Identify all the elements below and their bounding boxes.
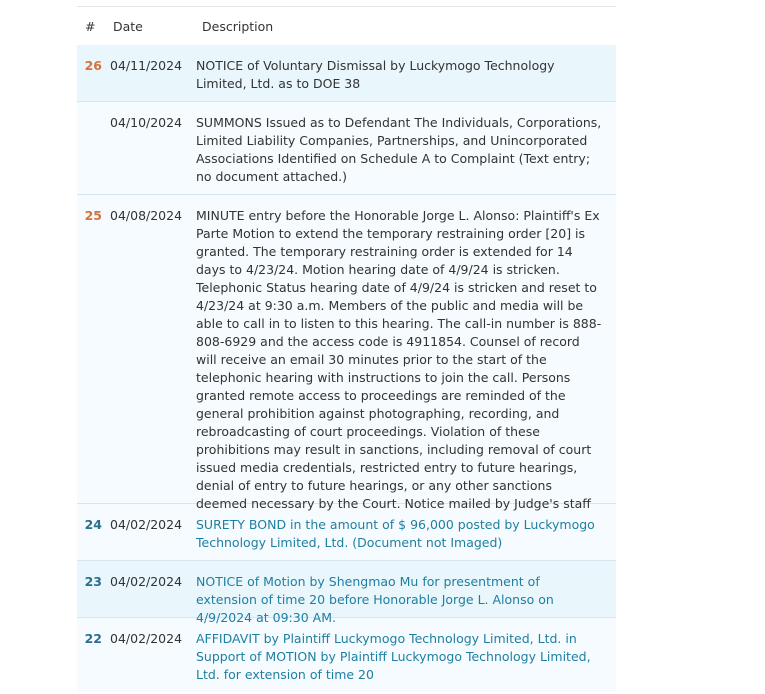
header-description: Description [202, 18, 274, 34]
entry-description-link[interactable]: SURETY BOND in the amount of $ 96,000 posted by Luckymogo Technology Limited, Ltd. (Document not Imaged) [196, 517, 595, 550]
header-date: Date [113, 18, 143, 34]
entry-date: 04/02/2024 [110, 574, 183, 589]
docket-table [77, 6, 616, 692]
docket-row [77, 45, 616, 102]
docket-row [77, 195, 616, 511]
entry-number[interactable]: 22 [84, 631, 102, 646]
docket-row [77, 561, 616, 625]
docket-row [77, 102, 616, 195]
docket-header [77, 6, 616, 45]
docket-row [77, 504, 616, 561]
entry-date: 04/08/2024 [110, 208, 183, 223]
entry-number[interactable]: 23 [84, 574, 102, 589]
entry-description: MINUTE entry before the Honorable Jorge L. Alonso: Plaintiff's Ex Parte Motion to extend the temporary restraining order [20] is granted. The temporary restraining order is extended for 14 days to 4/23/24. Motion hearing date of 4/9/24 is stricken. Telephonic Status hearing date of 4/9/24 is stricken and reset to 4/23/24 at 9:30 a.m. Members of the public and media will be able to call in to listen to this hearing. The call-in number is 888-808-6929 and the access code is 4911854. Counsel of record will receive an email 30 minutes prior to the start of the telephonic hearing with instructions to join the call. Persons granted remote access to proceedings are reminded of the general prohibition against photographing, recording, and rebroadcasting of court proceedings. Violation of these prohibitions may result in sanctions, including removal of court issued media credentials, restricted entry to future hearings, denial of entry to future hearings, or any other sanctions deemed necessary by the Court. Notice mailed by Judge's staff [196, 208, 602, 511]
entry-description-link[interactable]: NOTICE of Motion by Shengmao Mu for presentment of extension of time 20 before Honorable Jorge L. Alonso on 4/9/2024 at 09:30 AM. [196, 574, 554, 625]
entry-number[interactable]: 24 [84, 517, 102, 532]
entry-date: 04/02/2024 [110, 631, 183, 646]
entry-number[interactable]: 26 [84, 58, 102, 73]
entry-date: 04/11/2024 [110, 58, 183, 73]
entry-description: NOTICE of Voluntary Dismissal by Luckymogo Technology Limited, Ltd. as to DOE 38 [196, 58, 555, 91]
entry-number [77, 102, 110, 124]
docket-row [77, 618, 616, 692]
entry-date: 04/10/2024 [110, 115, 183, 130]
entry-description-link[interactable]: AFFIDAVIT by Plaintiff Luckymogo Technology Limited, Ltd. in Support of MOTION by Plaintiff Luckymogo Technology Limited, Ltd. for extension of time 20 [196, 631, 591, 682]
entry-date: 04/02/2024 [110, 517, 183, 532]
header-number: # [85, 18, 96, 34]
entry-number[interactable]: 25 [84, 208, 102, 223]
entry-description: SUMMONS Issued as to Defendant The Individuals, Corporations, Limited Liability Companies, Partnerships, and Unincorporated Associations Identified on Schedule A to Complaint (Text entry; no document attached.) [196, 115, 602, 184]
